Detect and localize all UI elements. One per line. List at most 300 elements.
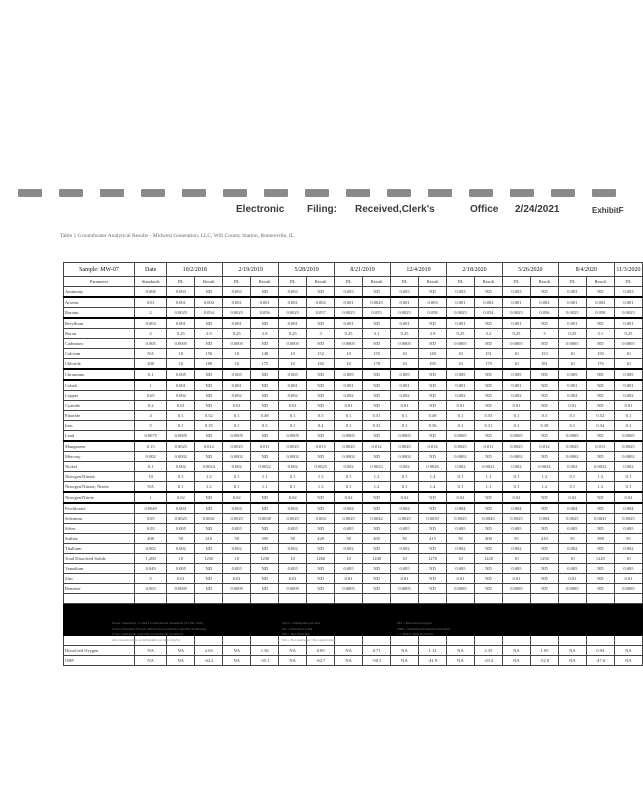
table-cell: ND [307, 401, 335, 411]
table-cell: 0.1 [167, 421, 195, 431]
table-cell: 0.002 [614, 544, 642, 554]
table-cell: ND [474, 452, 502, 462]
table-cell: 1.4 [419, 482, 447, 493]
table-cell: 0.0025 [446, 441, 474, 452]
table-cell: 0.1 [223, 482, 251, 493]
table-cell: 1.2 [530, 482, 558, 493]
table-cell: ND [307, 431, 335, 442]
table-cell: 1.4 [419, 472, 447, 482]
scan-dash [305, 189, 329, 197]
sample-label: Sample: MW-07 [64, 263, 135, 277]
table-cell: 0.002 [502, 462, 530, 472]
table-cell: ND [195, 492, 223, 503]
table-cell: Chloride [64, 359, 135, 370]
table-cell: ND [195, 564, 223, 574]
table-cell: 0.002 [446, 391, 474, 401]
table-cell: 151 [474, 349, 502, 359]
table-cell: 0.02 [279, 492, 307, 503]
table-cell: 0.002 [391, 391, 419, 401]
table-cell: NA [446, 656, 474, 666]
blank-cell [223, 594, 251, 604]
table-cell: 0.25 [502, 329, 530, 339]
table-cell: 0.01 [446, 574, 474, 584]
table-cell: 0.002 [614, 462, 642, 472]
table-cell: 0.005 [446, 524, 474, 534]
table-cell: 0.004 [135, 318, 167, 329]
table-cell: 50 [167, 534, 195, 544]
table-cell: ND [251, 287, 279, 298]
table-cell: ND [474, 584, 502, 594]
table-cell: 0.0025 [279, 308, 307, 319]
scan-dash [428, 189, 452, 197]
blank-cell [195, 612, 223, 620]
table-cell: 0.01 [558, 574, 586, 584]
table-cell: 0.02 [167, 492, 195, 503]
table-cell: NA [391, 646, 419, 656]
table-cell: 2.35 [474, 646, 502, 656]
table-cell: 0.1 [446, 421, 474, 431]
table-cell: 0.01 [502, 574, 530, 584]
table-cell: 1 [135, 492, 167, 503]
table-cell: 0.002 [614, 391, 642, 401]
table-cell: 0.1 [135, 369, 167, 380]
table-cell: ND [307, 492, 335, 503]
table-cell: ORP [64, 656, 135, 666]
table-cell: 0.01 [391, 574, 419, 584]
table-cell: 1270 [419, 554, 447, 564]
table-cell: -41.9 [419, 656, 447, 666]
table-cell: Thallium [64, 544, 135, 554]
table-cell: 0.01 [391, 401, 419, 411]
table-cell: 0.014 [419, 441, 447, 452]
table-cell: 1.36 [251, 646, 279, 656]
table-cell: 1.05 [530, 646, 558, 656]
table-cell: 0.0005 [614, 431, 642, 442]
table-cell: 0.0025 [279, 441, 307, 452]
blank-cell [167, 604, 195, 612]
table-cell: Selenium [64, 514, 135, 524]
blank-cell [335, 612, 363, 620]
table-cell: -52.8 [530, 656, 558, 666]
table-cell: ND [586, 524, 614, 534]
table-cell: ND [586, 401, 614, 411]
table-cell: 0.056 [251, 308, 279, 319]
parameter-header: Parameter [64, 277, 135, 287]
table-cell: 0.0005 [223, 339, 251, 349]
table-cell: ND [474, 380, 502, 391]
blank-cell [335, 604, 363, 612]
table-cell: NA [614, 646, 642, 656]
table-cell: 0.001 [446, 380, 474, 391]
table-cell: NA [135, 482, 167, 493]
table-cell: ND [363, 287, 391, 298]
table-cell: 0.0005 [335, 431, 363, 442]
blank-cell [586, 628, 614, 636]
table-cell: ND [419, 503, 447, 514]
table-cell: NA [223, 656, 251, 666]
table-cell: 0.1 [558, 472, 586, 482]
table-cell: 0.05 [135, 514, 167, 524]
table-cell: 1240 [363, 554, 391, 564]
table-cell: ND [363, 584, 391, 594]
table-cell: ND [307, 564, 335, 574]
table-cell: -62.7 [307, 656, 335, 666]
table-cell: 0.71 [363, 646, 391, 656]
table-cell: 0.003 [391, 287, 419, 298]
blank-cell [586, 612, 614, 620]
table-cell: 0.0002 [335, 452, 363, 462]
table-cell: 0.01 [223, 401, 251, 411]
table-cell: 0.005 [502, 564, 530, 574]
table-cell: 0.002 [223, 462, 251, 472]
table-cell: 0.15 [135, 441, 167, 452]
table-cell: 50 [335, 534, 363, 544]
table-cell: 1.1 [251, 472, 279, 482]
table-cell: 0.94 [586, 646, 614, 656]
table-row [64, 431, 643, 442]
table-cell: 1.1 [474, 482, 502, 493]
dl-header: DL [167, 277, 195, 287]
blank-cell [419, 604, 447, 612]
table-row [64, 452, 643, 462]
scan-dash [551, 189, 575, 197]
table-cell: 0.38 [530, 421, 558, 431]
table-cell: 0.002 [167, 391, 195, 401]
table-cell: 0.0025 [167, 514, 195, 524]
table-cell: 0.002 [335, 544, 363, 554]
blank-cell [530, 612, 558, 620]
table-cell: 0.0005 [167, 584, 195, 594]
table-cell: 0.51 [363, 411, 391, 421]
table-cell: 0.01 [335, 574, 363, 584]
table-cell: 180 [195, 359, 223, 370]
table-cell: 0.002 [167, 544, 195, 554]
table-cell: ND [251, 318, 279, 329]
result-header: Result [195, 277, 223, 287]
table-cell: 0.003 [223, 287, 251, 298]
header-row-columns [64, 277, 643, 287]
table-cell: 0.002 [446, 462, 474, 472]
table-cell: 0.005 [558, 369, 586, 380]
table-cell: NA [335, 656, 363, 666]
table-cell: ND [586, 452, 614, 462]
table-cell: 2 [135, 308, 167, 319]
table-cell: 0.001 [558, 297, 586, 308]
table-cell: 0.1 [335, 482, 363, 493]
table-cell: 0.005 [391, 369, 419, 380]
table-cell: 10 [502, 349, 530, 359]
table-cell: 50 [558, 534, 586, 544]
table-cell: 0.001 [279, 318, 307, 329]
table-cell: 0.005 [279, 524, 307, 534]
table-cell: 148 [251, 349, 279, 359]
table-row [64, 554, 643, 564]
table-cell: 0.0005 [614, 339, 642, 349]
table-cell: ND [307, 574, 335, 584]
table-cell: 1.1 [251, 482, 279, 493]
blank-cell [279, 594, 307, 604]
table-cell: 0.5 [530, 411, 558, 421]
scan-dash [387, 189, 411, 197]
table-row [64, 534, 643, 544]
date-header: 2/18/2020 [446, 263, 502, 277]
table-cell: 0.01 [167, 401, 195, 411]
footnote-line: DL = Detection Limit [282, 626, 313, 631]
table-cell: ND [251, 503, 279, 514]
result-header: Result [530, 277, 558, 287]
table-cell: ND [474, 503, 502, 514]
table-cell: 0.0041 [195, 514, 223, 524]
table-cell: 0.1 [335, 411, 363, 421]
table-cell: ND [307, 544, 335, 554]
table-cell: 0.1 [391, 472, 419, 482]
table-cell: 0.0002 [223, 452, 251, 462]
table-row [64, 339, 643, 349]
table-cell: 0.005 [135, 339, 167, 349]
table-cell: ND [530, 452, 558, 462]
table-cell: ND [363, 401, 391, 411]
table-cell: 0.002 [279, 391, 307, 401]
blank-cell [195, 594, 223, 604]
table-cell: NA [558, 646, 586, 656]
table-cell: NA [335, 646, 363, 656]
table-cell: Cyanide [64, 401, 135, 411]
table-cell: 0.0022 [251, 462, 279, 472]
footnote-line: < = Below detection limit [397, 632, 434, 636]
table-row [64, 369, 643, 380]
table-cell: 2.8 [251, 329, 279, 339]
table-cell: 0.005 [614, 564, 642, 574]
table-cell: 0.0025 [223, 308, 251, 319]
table-cell: 1.2 [195, 472, 223, 482]
table-cell: Cadmium [64, 339, 135, 349]
result-header: Result [474, 277, 502, 287]
table-cell: 0.25 [223, 329, 251, 339]
footnote-line: NA = Not Analyzed / Not Applicable [282, 637, 334, 642]
table-cell: Iron [64, 421, 135, 431]
table-cell: 0.0005 [614, 584, 642, 594]
table-cell: NA [223, 646, 251, 656]
table-cell: ND [586, 369, 614, 380]
table-cell: ND [474, 318, 502, 329]
blank-cell [502, 604, 530, 612]
table-cell: 0.01 [614, 574, 642, 584]
table-cell: 0.1 [167, 482, 195, 493]
table-cell: ND [195, 287, 223, 298]
table-cell: 10 [167, 359, 195, 370]
table-cell: 10 [279, 349, 307, 359]
table-row [64, 524, 643, 534]
table-cell: ND [419, 492, 447, 503]
table-cell: 150 [586, 349, 614, 359]
blank-cell [614, 628, 642, 636]
table-cell: 0.02 [335, 492, 363, 503]
table-cell: 0.001 [335, 380, 363, 391]
table-cell: ND [363, 564, 391, 574]
table-cell: 0.0025 [446, 514, 474, 524]
table-cell: NA [135, 646, 167, 656]
table-cell: 1.3 [307, 472, 335, 482]
table-cell: 0.25 [335, 329, 363, 339]
table-cell: Copper [64, 391, 135, 401]
results-body [64, 287, 643, 666]
blank-cell [558, 628, 586, 636]
table-cell: Nitrogen/Nitrite [64, 492, 135, 503]
table-cell: 0.5 [307, 411, 335, 421]
table-cell: 0.004 [391, 503, 419, 514]
scan-dash [141, 189, 165, 197]
table-cell: 0.001 [335, 318, 363, 329]
table-cell: 1230 [251, 554, 279, 564]
table-cell: 0.001 [558, 318, 586, 329]
table-cell: 0.001 [446, 297, 474, 308]
blank-cell [64, 604, 135, 612]
table-cell: NA [502, 646, 530, 656]
table-cell: 0.001 [446, 318, 474, 329]
table-cell: 200 [135, 359, 167, 370]
table-cell: NA [167, 656, 195, 666]
footnote-line: Class I Sulfate & Chloride Groundwater Standards [112, 632, 184, 636]
blank-row [64, 612, 643, 620]
table-cell: Barium [64, 308, 135, 319]
table-cell: 395 [251, 534, 279, 544]
table-cell: Nitrogen/Nitrate [64, 472, 135, 482]
table-cell: 0.0025 [614, 514, 642, 524]
table-cell: 0.0021 [474, 462, 502, 472]
table-cell: Silver [64, 524, 135, 534]
table-cell: 176 [586, 359, 614, 370]
table-cell: 0.35 [195, 421, 223, 431]
table-cell: 0.0025 [335, 441, 363, 452]
table-cell: 175 [251, 359, 279, 370]
date-header: 12/4/2019 [391, 263, 447, 277]
table-cell: 0.0005 [391, 584, 419, 594]
table-cell: ND [363, 524, 391, 534]
table-cell: 1,200 [135, 554, 167, 564]
table-cell: 0.1 [167, 411, 195, 421]
table-cell: ND [307, 452, 335, 462]
table-cell: 0.004 [279, 503, 307, 514]
table-cell: ND [363, 369, 391, 380]
date-header: 11/3/2020 [614, 263, 642, 277]
table-cell: ND [195, 584, 223, 594]
table-cell: 0.005 [279, 564, 307, 574]
table-row [64, 349, 643, 359]
table-cell: 398 [586, 534, 614, 544]
table-cell: 0.013 [586, 441, 614, 452]
table-row [64, 391, 643, 401]
blank-cell [167, 594, 195, 604]
table-cell: 0.002 [558, 544, 586, 554]
table-cell: 0.01 [279, 574, 307, 584]
table-cell: 0.001 [223, 380, 251, 391]
table-row [64, 503, 643, 514]
table-cell: ND [195, 452, 223, 462]
table-cell: 0.05 [135, 524, 167, 534]
blank-cell [64, 612, 135, 620]
table-cell: 0.1 [502, 421, 530, 431]
table-cell: ND [419, 380, 447, 391]
table-cell: 153 [530, 349, 558, 359]
table-cell: 1250 [530, 554, 558, 564]
table-cell: ND [474, 401, 502, 411]
table-cell: 0.01 [167, 574, 195, 584]
table-cell: 0.1 [558, 411, 586, 421]
table-cell: 400 [474, 534, 502, 544]
table-cell: ND [530, 369, 558, 380]
table-cell: 0.005 [167, 369, 195, 380]
footnote-line: ORP = Oxidation Reduction Potential [397, 626, 450, 631]
table-row [64, 584, 643, 594]
table-cell: 50 [446, 534, 474, 544]
table-cell: ND [363, 391, 391, 401]
table-cell: 0.013 [307, 441, 335, 452]
table-cell: 181 [530, 359, 558, 370]
table-cell: ND [307, 391, 335, 401]
table-cell: 0.0005 [279, 431, 307, 442]
blank-cell [307, 594, 335, 604]
table-cell: 0.0005 [279, 339, 307, 349]
table-cell: ND [251, 492, 279, 503]
stamp-office: Office [470, 204, 499, 215]
table-cell: 0.058 [419, 308, 447, 319]
table-cell: 0.1 [279, 411, 307, 421]
table-cell: ND [195, 401, 223, 411]
table-cell: 0.002 [167, 462, 195, 472]
table-row [64, 514, 643, 524]
table-row [64, 401, 643, 411]
table-cell: 0.1 [279, 472, 307, 482]
table-cell: 0.36 [419, 421, 447, 431]
table-row [64, 646, 643, 656]
scan-dash [100, 189, 124, 197]
result-header: Result [251, 277, 279, 287]
table-cell: 0.005 [279, 369, 307, 380]
blank-cell [614, 612, 642, 620]
blank-cell [363, 612, 391, 620]
table-cell: 0.25 [279, 329, 307, 339]
table-cell: 0.001 [502, 318, 530, 329]
table-cell: 50 [279, 534, 307, 544]
table-cell: ND [251, 584, 279, 594]
table-cell: 0.001 [167, 380, 195, 391]
table-cell: Nitrogen/Nitrate, Nitrite [64, 482, 135, 493]
table-cell: ND [586, 318, 614, 329]
table-cell: ND [419, 524, 447, 534]
blank-cell [586, 604, 614, 612]
table-cell: ND [307, 318, 335, 329]
table-cell: 150 [195, 349, 223, 359]
table-cell: 0.0002 [279, 452, 307, 462]
table-cell: 0.002 [446, 544, 474, 554]
table-cell: 0.52 [195, 411, 223, 421]
table-cell: 10 [446, 349, 474, 359]
table-cell: 0.005 [391, 524, 419, 534]
table-cell: 0.0025 [167, 441, 195, 452]
table-cell: 0.0075 [135, 431, 167, 442]
table-cell: 0.0002 [614, 452, 642, 462]
stamp-received: Received,Clerk's [355, 204, 435, 215]
table-cell: ND [363, 492, 391, 503]
scan-dash [510, 189, 534, 197]
blank-cell [64, 594, 135, 604]
table-cell: 0.002 [223, 544, 251, 554]
table-cell: 0.0025 [391, 514, 419, 524]
table-cell: 0.005 [446, 369, 474, 380]
table-cell: 0.0043 [474, 514, 502, 524]
table-row [64, 462, 643, 472]
table-cell: 182 [307, 359, 335, 370]
